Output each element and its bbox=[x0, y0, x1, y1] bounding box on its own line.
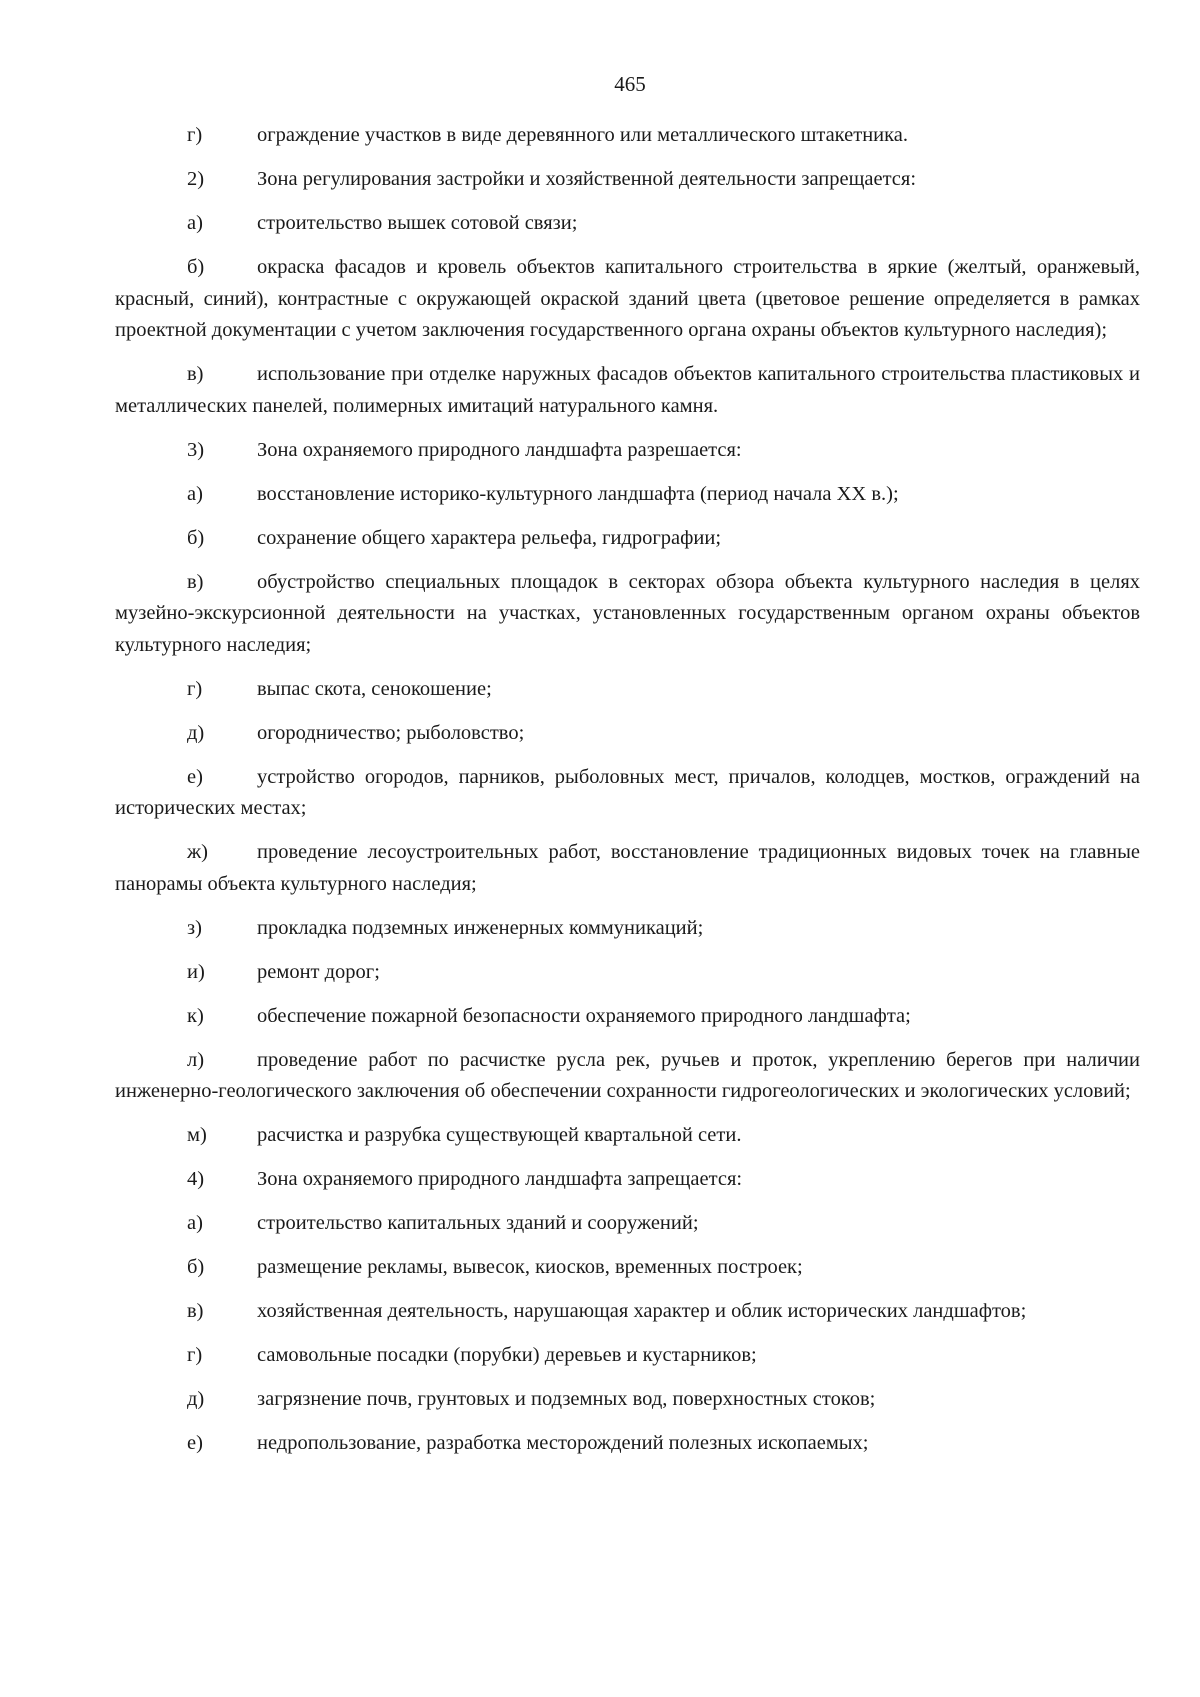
list-item-text: строительство капитальных зданий и сооружений; bbox=[257, 1212, 699, 1234]
list-item bbox=[115, 1428, 1140, 1460]
list-item bbox=[115, 1208, 1140, 1240]
list-item-text: устройство огородов, парников, рыболовных мест, причалов, колодцев, мостков, ограждений на исторических местах; bbox=[115, 765, 1140, 819]
list-item bbox=[115, 120, 1140, 152]
list-item bbox=[115, 674, 1140, 706]
list-item-marker: к) bbox=[187, 1004, 204, 1027]
list-item-marker: г) bbox=[187, 1344, 203, 1366]
list-item bbox=[115, 252, 1140, 347]
list-item-text: строительство вышек сотовой связи; bbox=[257, 212, 578, 234]
list-item-marker: д) bbox=[187, 721, 205, 744]
list-item-text: ограждение участков в виде деревянного или металлического штакетника. bbox=[257, 124, 909, 146]
list-item bbox=[115, 1340, 1140, 1372]
document-body bbox=[115, 120, 1140, 1472]
list-item-text: восстановление историко-культурного ландшафта (период начала XX в.); bbox=[257, 482, 899, 505]
list-item bbox=[115, 359, 1140, 422]
list-item-text: ремонт дорог; bbox=[257, 960, 380, 983]
list-item bbox=[115, 1252, 1140, 1284]
list-item bbox=[115, 913, 1140, 945]
list-item-text: прокладка подземных инженерных коммуникаций; bbox=[257, 916, 704, 939]
list-item-marker: 2) bbox=[187, 168, 205, 190]
list-item-marker: ж) bbox=[187, 841, 208, 863]
list-item-marker: а) bbox=[187, 1212, 203, 1234]
list-item-marker: г) bbox=[187, 124, 203, 146]
list-item bbox=[115, 523, 1140, 555]
list-item-marker: г) bbox=[187, 677, 203, 700]
list-item-text: обустройство специальных площадок в секторах обзора объекта культурного наследия в целях музейно-экскурсионной деятельности на участках, установленных государственным органом охраны объектов культурного наследия; bbox=[115, 570, 1140, 656]
list-item-marker: в) bbox=[187, 570, 204, 593]
list-item bbox=[115, 435, 1140, 467]
list-item bbox=[115, 1120, 1140, 1152]
list-item-text: сохранение общего характера рельефа, гидрографии; bbox=[257, 526, 722, 549]
list-item-marker: б) bbox=[187, 1256, 205, 1278]
list-item bbox=[115, 567, 1140, 662]
list-item-marker: б) bbox=[187, 256, 205, 278]
list-item-marker: е) bbox=[187, 765, 203, 788]
list-item-text: проведение работ по расчистке русла рек, ручьев и проток, укреплению берегов при наличии инженерно-геологического заключения об обеспечении сохранности гидрогеологических и экологических условий; bbox=[115, 1048, 1140, 1102]
list-item-text: окраска фасадов и кровель объектов капитального строительства в яркие (желтый, оранжевый, красный, синий), контрастные с окружающей окраской зданий цвета (цветовое решение определяется в рамках проектной документации с учетом заключения государственного органа охраны объектов культурного наследия); bbox=[115, 256, 1140, 341]
list-item bbox=[115, 1296, 1140, 1328]
list-item-marker: в) bbox=[187, 1300, 204, 1322]
list-item bbox=[115, 1164, 1140, 1196]
list-item-text: загрязнение почв, грунтовых и подземных вод, поверхностных стоков; bbox=[257, 1388, 876, 1410]
list-item bbox=[115, 164, 1140, 196]
list-item bbox=[115, 1384, 1140, 1416]
list-item-text: размещение рекламы, вывесок, киосков, временных построек; bbox=[257, 1256, 803, 1278]
list-item-marker: е) bbox=[187, 1432, 203, 1454]
list-item-marker: 3) bbox=[187, 438, 205, 461]
list-item-text: Зона охраняемого природного ландшафта разрешается: bbox=[257, 438, 742, 461]
list-item-text: обеспечение пожарной безопасности охраняемого природного ландшафта; bbox=[257, 1004, 911, 1027]
list-item bbox=[115, 837, 1140, 900]
list-item-text: выпас скота, сенокошение; bbox=[257, 677, 492, 700]
list-item bbox=[115, 718, 1140, 750]
list-item-marker: з) bbox=[187, 916, 202, 939]
list-item-marker: м) bbox=[187, 1124, 207, 1146]
list-item-marker: а) bbox=[187, 482, 203, 505]
list-item bbox=[115, 957, 1140, 989]
list-item-text: самовольные посадки (порубки) деревьев и кустарников; bbox=[257, 1344, 757, 1366]
list-item-marker: и) bbox=[187, 960, 205, 983]
list-item bbox=[115, 762, 1140, 825]
list-item-marker: б) bbox=[187, 526, 205, 549]
list-item-text: хозяйственная деятельность, нарушающая характер и облик исторических ландшафтов; bbox=[257, 1300, 1027, 1322]
list-item-marker: а) bbox=[187, 212, 203, 234]
list-item bbox=[115, 479, 1140, 511]
list-item-text: Зона охраняемого природного ландшафта запрещается: bbox=[257, 1168, 743, 1190]
list-item-marker: л) bbox=[187, 1048, 205, 1071]
list-item-text: использование при отделке наружных фасадов объектов капитального строительства пластиковых и металлических панелей, полимерных имитаций натурального камня. bbox=[115, 363, 1140, 417]
list-item-text: расчистка и разрубка существующей квартальной сети. bbox=[257, 1124, 742, 1146]
list-item-text: проведение лесоустроительных работ, восстановление традиционных видовых точек на главные панорамы объекта культурного наследия; bbox=[115, 841, 1140, 895]
list-item-text: огородничество; рыболовство; bbox=[257, 721, 525, 744]
list-item bbox=[115, 1045, 1140, 1108]
list-item-marker: д) bbox=[187, 1388, 205, 1410]
page-number: 465 bbox=[614, 72, 646, 96]
list-item-text: недропользование, разработка месторождений полезных ископаемых; bbox=[257, 1432, 869, 1454]
list-item bbox=[115, 208, 1140, 240]
list-item-marker: в) bbox=[187, 363, 204, 385]
list-item-text: Зона регулирования застройки и хозяйственной деятельности запрещается: bbox=[257, 168, 917, 190]
list-item bbox=[115, 1001, 1140, 1033]
list-item-marker: 4) bbox=[187, 1168, 205, 1190]
